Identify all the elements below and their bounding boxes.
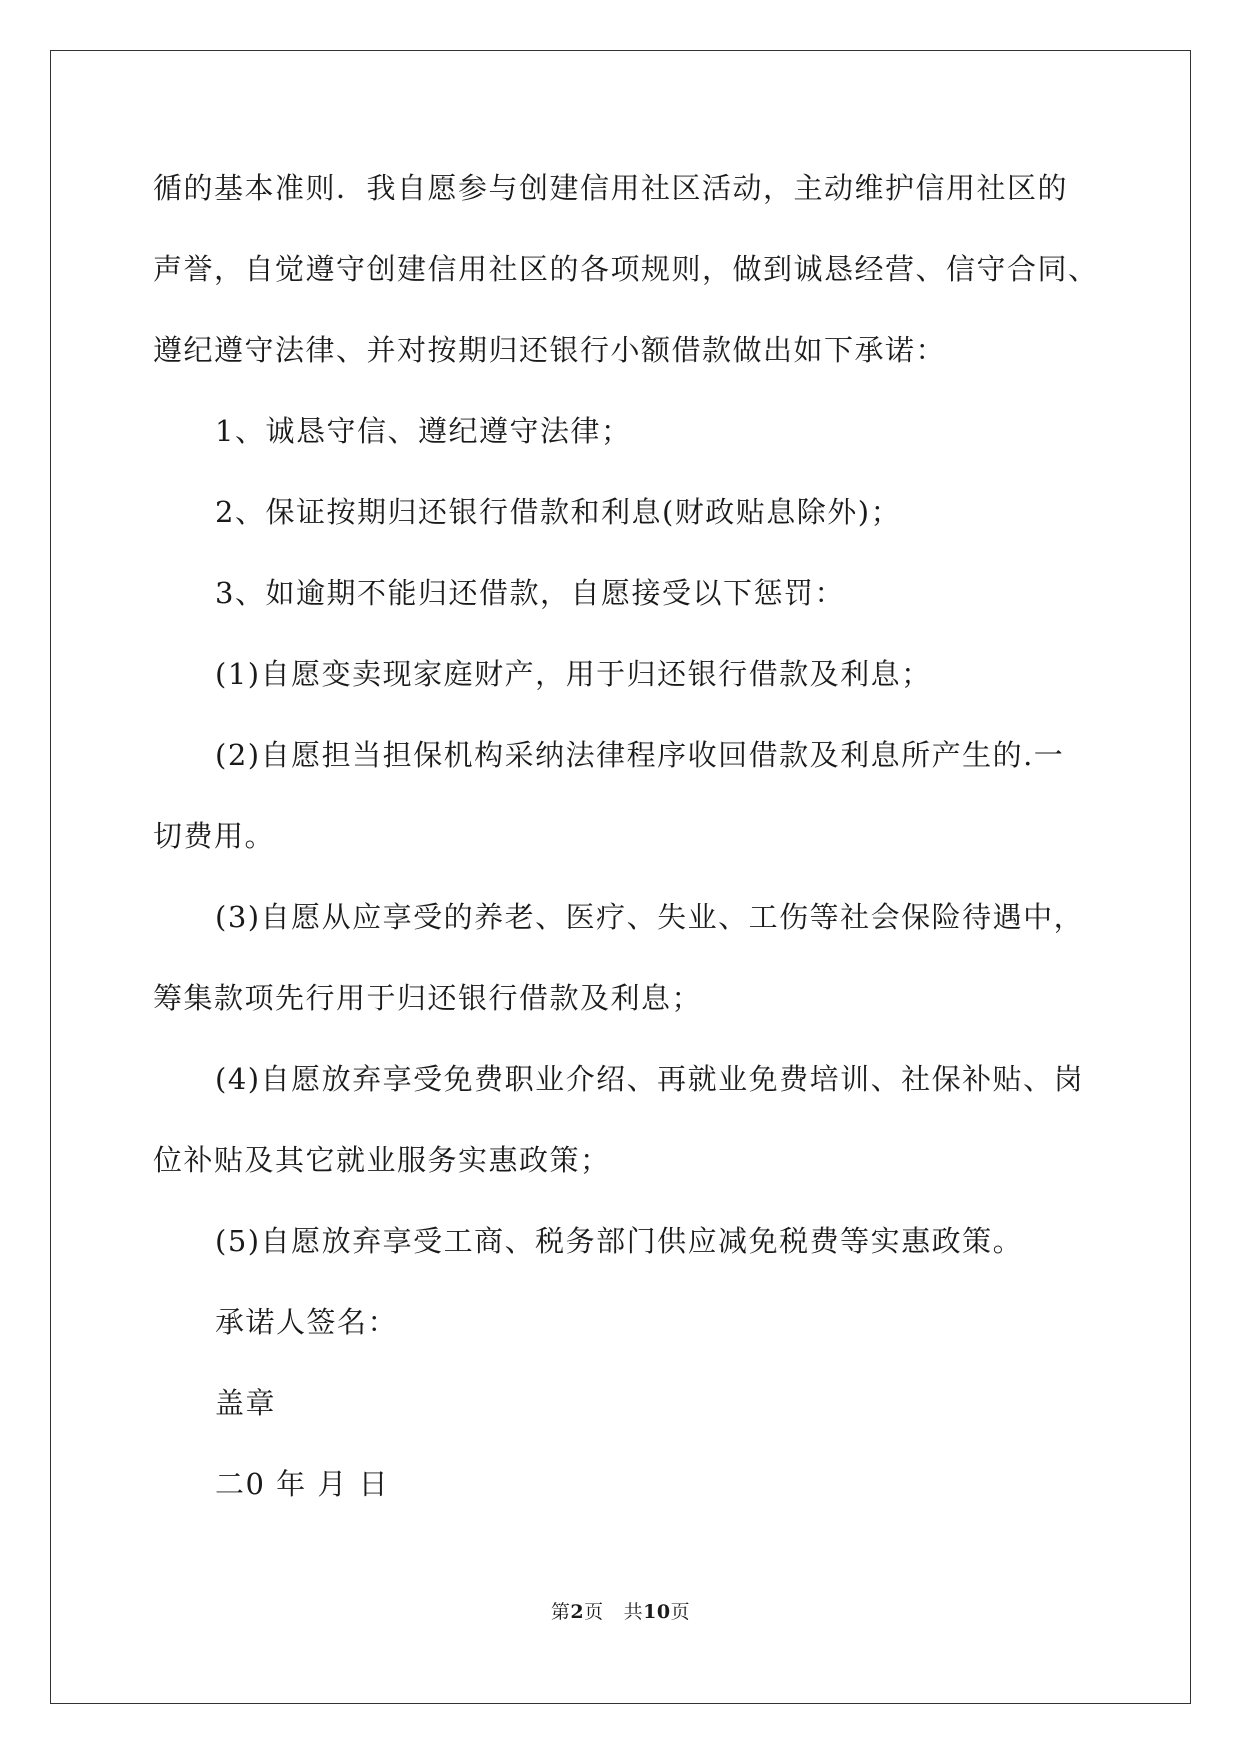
text-line-10: (3)自愿从应享受的养老、医疗、失业、工伤等社会保险待遇中， [215, 900, 1085, 934]
signature-label: 承诺人签名： [215, 1305, 399, 1339]
footer-total-pages: 10 [643, 1601, 671, 1623]
footer-total-prefix: 共 [623, 1601, 644, 1623]
text-line-1: 循的基本准则．我自愿参与创建信用社区活动，主动维护信用社区的 [153, 171, 1069, 205]
page-footer [0, 1600, 1241, 1624]
document-body [153, 160, 1099, 1537]
footer-page-suffix: 页 [584, 1601, 604, 1623]
text-line-13: 位补贴及其它就业服务实惠政策； [153, 1143, 611, 1177]
text-line-5: 2、保证按期归还银行借款和利息(财政贴息除外)； [215, 495, 902, 529]
text-line-6: 3、如逾期不能归还借款，自愿接受以下惩罚： [215, 576, 845, 610]
text-line-8: (2)自愿担当担保机构采纳法律程序收回借款及利息所产生的.一 [215, 738, 1065, 772]
text-line-7: (1)自愿变卖现家庭财产，用于归还银行借款及利息； [215, 657, 932, 691]
text-line-11: 筹集款项先行用于归还银行借款及利息； [153, 981, 703, 1015]
text-line-9: 切费用。 [153, 819, 276, 853]
footer-total-suffix: 页 [670, 1601, 691, 1623]
text-line-14: (5)自愿放弃享受工商、税务部门供应减免税费等实惠政策。 [215, 1224, 1024, 1258]
date-line: 二0 年 月 日 [215, 1467, 390, 1501]
text-line-12: (4)自愿放弃享受免费职业介绍、再就业免费培训、社保补贴、岗 [215, 1062, 1085, 1096]
text-line-3: 遵纪遵守法律、并对按期归还银行小额借款做出如下承诺： [153, 333, 947, 367]
text-line-2: 声誉，自觉遵守创建信用社区的各项规则，做到诚恳经营、信守合同、 [153, 252, 1099, 286]
text-line-4: 1、诚恳守信、遵纪遵守法律； [215, 414, 632, 448]
footer-prefix: 第 [550, 1601, 571, 1623]
footer-page-number: 2 [570, 1601, 585, 1623]
seal-label: 盖章 [215, 1386, 277, 1420]
